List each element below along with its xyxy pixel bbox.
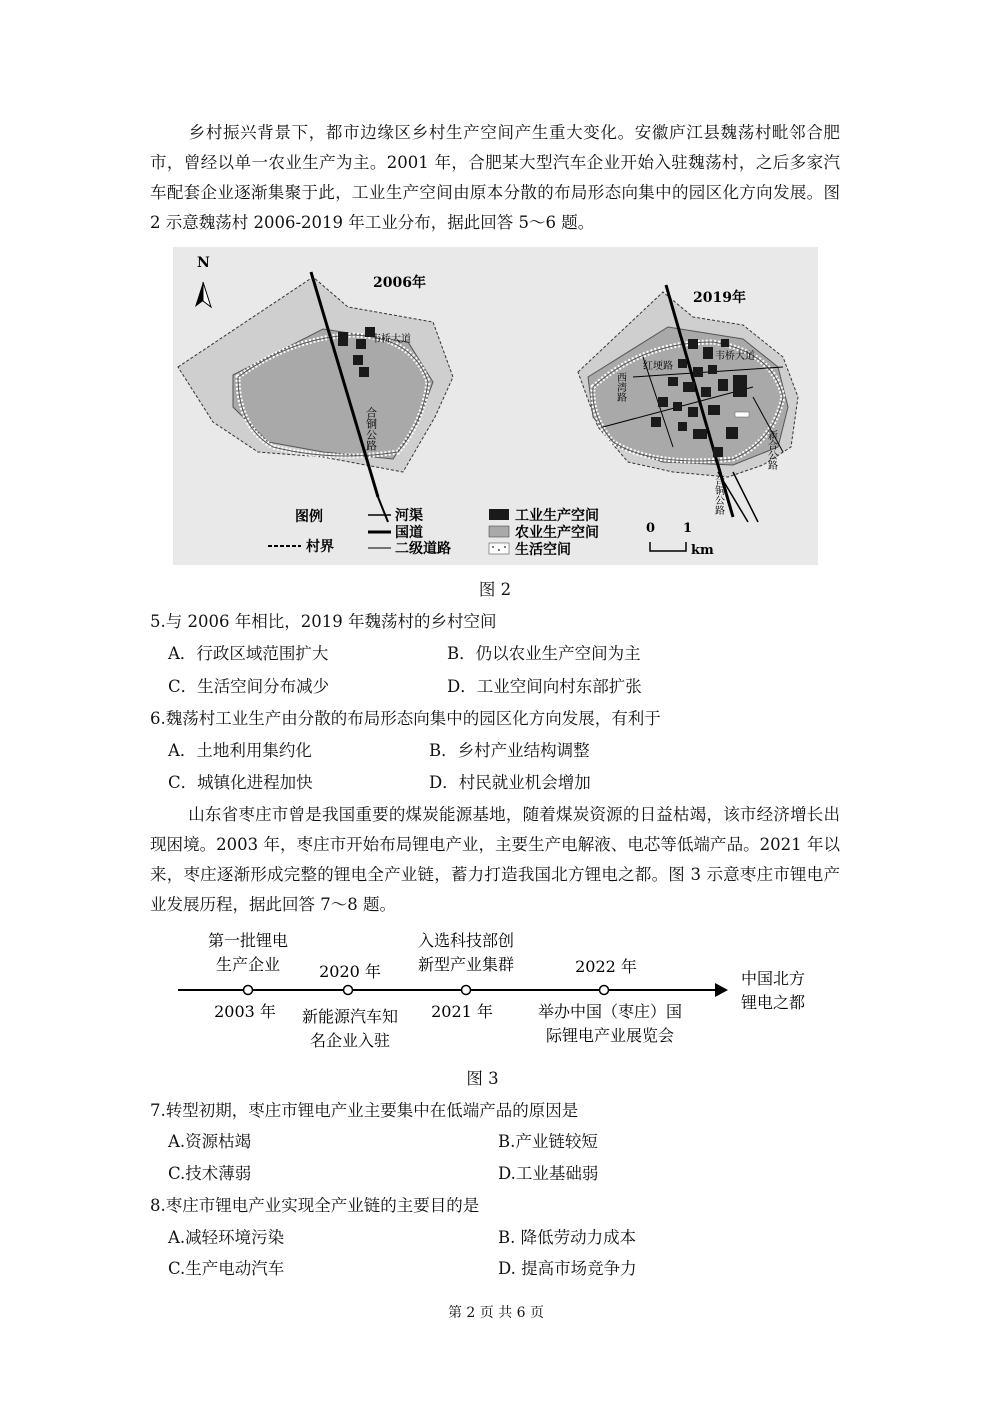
q7-option-d: D.工业基础弱	[498, 1164, 599, 1183]
timeline-node-2022	[600, 986, 609, 995]
industrial-block	[673, 402, 682, 411]
event-2003-label-2: 生产企业	[215, 955, 281, 974]
industrial-block	[678, 359, 687, 368]
industrial-block	[359, 367, 369, 377]
industrial-block	[651, 417, 661, 427]
event-2020-year: 2020 年	[319, 962, 381, 981]
q8-option-a: A.减轻环境污染	[168, 1228, 285, 1247]
legend-river: 河渠	[395, 508, 423, 524]
map-2006-road-label: 合铜公路	[364, 407, 378, 451]
industrial-block	[688, 339, 698, 349]
figure-2-maps	[173, 247, 818, 565]
question-7: 7.转型初期，枣庄市锂电产业主要集中在低端产品的原因是	[150, 1101, 579, 1120]
map-2019-road-label3: 红埂路	[643, 361, 673, 372]
q8-option-d: D. 提高市场竞争力	[498, 1259, 637, 1278]
timeline-node-2003	[244, 986, 253, 995]
page-footer: 第 2 页 共 6 页	[447, 1305, 545, 1321]
timeline-end-label-2: 锂电之都	[740, 993, 806, 1012]
legend-industrial: 工业生产空间	[515, 508, 599, 524]
timeline-node-2021	[462, 986, 471, 995]
question-8: 8.枣庄市锂电产业实现全产业链的主要目的是	[150, 1196, 480, 1215]
q6-option-c: C．城镇化进程加快	[168, 773, 313, 792]
q6-option-d: D．村民就业机会增加	[429, 773, 591, 792]
event-2003-label-1: 第一批锂电	[207, 931, 289, 950]
map-2006-road-label2: 韦桥大道	[371, 334, 411, 345]
industrial-block	[721, 339, 729, 347]
scale-unit: km	[691, 543, 714, 558]
q7-option-a: A.资源枯竭	[168, 1132, 252, 1151]
event-2020-label-2: 名企业入驻	[309, 1031, 391, 1050]
figure-3-caption: 图 3	[466, 1069, 499, 1088]
legend-secondary-road: 二级道路	[395, 541, 451, 557]
question-6: 6.魏荡村工业生产由分散的布局形态向集中的园区化方向发展，有利于	[150, 709, 661, 728]
event-2022-label-1: 举办中国（枣庄）国	[537, 1002, 683, 1021]
map-2019-year: 2019年	[693, 290, 746, 306]
event-2021-year: 2021 年	[431, 1002, 493, 1021]
q8-option-b: B. 降低劳动力成本	[498, 1228, 637, 1247]
legend-national-road: 国道	[395, 525, 423, 541]
q7-option-b: B.产业链较短	[498, 1132, 598, 1151]
q7-option-c: C.技术薄弱	[168, 1164, 252, 1183]
scale-0: 0	[646, 521, 656, 536]
intro-text-1: 乡村振兴背景下，都市边缘区乡村生产空间产生重大变化。安徽庐江县魏荡村毗邻合肥市，曾经以单一农业生产为主。2001 年，合肥某大型汽车企业开始入驻魏荡村，之后多家汽车配套企业逐渐集聚于此，工业生产空间由原本分散的布局形态向集中的园区化方向发展。图 2 示意魏荡村 2006-2019 年工业分布，据此回答 5～6 题。	[150, 123, 840, 232]
industrial-block	[658, 397, 668, 407]
industrial-block	[683, 382, 695, 392]
q6-option-b: B．乡村产业结构调整	[429, 741, 590, 760]
industrial-block	[701, 387, 711, 397]
industrial-block	[693, 367, 703, 377]
q8-option-c: C.生产电动汽车	[168, 1259, 285, 1278]
q5-option-b: B．仍以农业生产空间为主	[447, 644, 641, 663]
industrial-block	[718, 379, 728, 391]
intro-paragraph-2	[150, 800, 840, 920]
legend-living: 生活空间	[515, 542, 571, 558]
q5-option-c: C．生活空间分布减少	[168, 677, 330, 696]
scale-1: 1	[683, 521, 693, 536]
industrial-block	[703, 347, 713, 359]
legend-title: 图例	[295, 509, 323, 525]
map-2019-road-label4: 西湾路	[614, 372, 626, 402]
map-2006-year: 2006年	[373, 275, 426, 291]
event-2022-year: 2022 年	[575, 957, 637, 976]
industrial-block	[708, 405, 720, 415]
event-2003-year: 2003 年	[214, 1002, 276, 1021]
industrial-block	[678, 422, 687, 431]
q6-option-a: A．土地利用集约化	[168, 741, 312, 760]
industrial-block	[726, 427, 738, 439]
map-2019-road-label2: 韦桥大道	[715, 351, 755, 362]
event-2021-label-2: 新型产业集群	[417, 955, 515, 974]
q5-option-a: A．行政区域范围扩大	[168, 644, 329, 663]
map-2019-road-label: 合铜公路	[712, 475, 724, 515]
industrial-block	[338, 332, 348, 346]
map-2019-road-label5: 新合公路	[765, 430, 777, 470]
industrial-block	[688, 407, 698, 417]
industrial-block	[733, 375, 747, 397]
industrial-block	[713, 447, 723, 457]
intro-text-2: 山东省枣庄市曾是我国重要的煤炭能源基地，随着煤炭资源的日益枯竭，该市经济增长出现困境。2003 年，枣庄市开始布局锂电产业，主要生产电解液、电芯等低端产品。2021 年以来，枣庄逐渐形成完整的锂电全产业链，蓄力打造我国北方锂电之都。图 3 示意枣庄市锂电产业发展历程，据此回答 7～8 题。	[150, 805, 840, 914]
industrial-block	[693, 429, 707, 439]
timeline-node-2020	[344, 986, 353, 995]
industrial-block	[353, 355, 363, 365]
event-2022-label-2: 际锂电产业展览会	[545, 1026, 675, 1045]
event-2020-label-1: 新能源汽车知	[301, 1007, 399, 1026]
timeline-arrow-icon	[715, 983, 728, 997]
industrial-block	[668, 377, 678, 386]
legend-village-boundary: 村界	[306, 539, 334, 555]
question-5: 5.与 2006 年相比，2019 年魏荡村的乡村空间	[150, 612, 497, 631]
industrial-block	[356, 339, 366, 349]
intro-paragraph-1	[150, 118, 840, 238]
industrial-block	[708, 365, 717, 374]
timeline-end-label-1: 中国北方	[740, 969, 806, 988]
legend-agricultural: 农业生产空间	[515, 525, 599, 541]
event-2021-label-1: 入选科技部创	[417, 931, 515, 950]
q5-option-d: D．工业空间向村东部扩张	[447, 677, 642, 696]
north-label: N	[197, 255, 210, 271]
figure-2-caption: 图 2	[478, 580, 512, 599]
figure-3-timeline	[170, 925, 850, 1055]
